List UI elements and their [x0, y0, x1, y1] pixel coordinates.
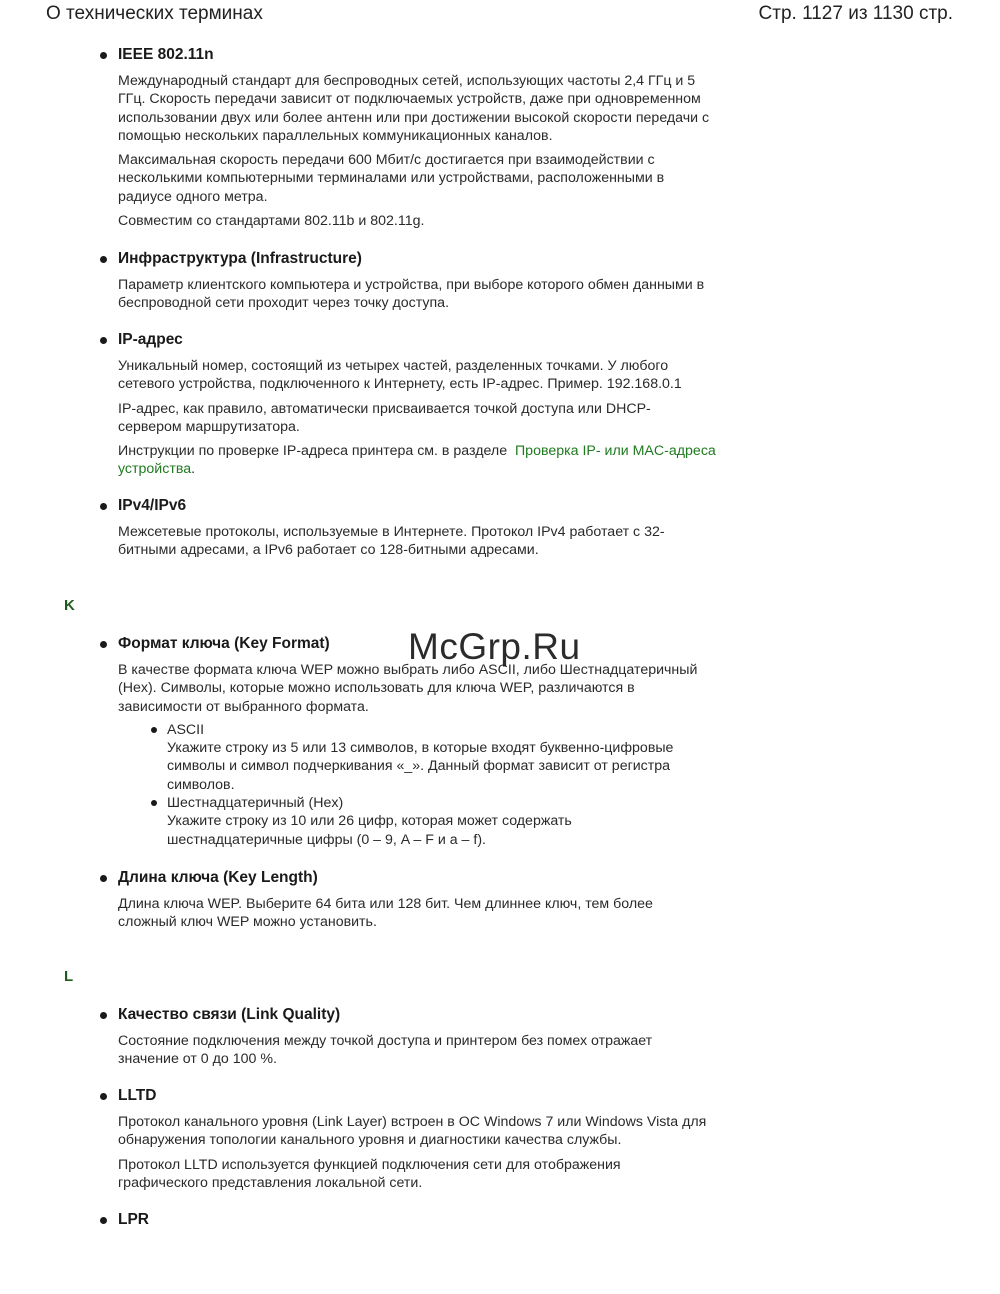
page-header: [0, 0, 1000, 30]
text-line: зависимости от выбранного формата.: [118, 698, 369, 715]
text-line: битными адресами, а IPv6 работает со 128-битными адресами.: [118, 542, 539, 559]
watermark-logo: McGrp.Ru: [408, 626, 581, 667]
text-line: Параметр клиентского компьютера и устройства, при выборе которого обмен данными в: [118, 277, 705, 293]
text-line: Укажите строку из 10 или 26 цифр, которая может содержать: [167, 813, 572, 830]
text-line: символы и символ подчеркивания «_». Данный формат зависит от регистра: [167, 758, 671, 775]
term-paragraph: [100, 357, 750, 394]
term-title: Формат ключа (Key Format): [100, 635, 750, 653]
term-paragraph: [100, 895, 750, 932]
text-line: сложный ключ WEP можно установить.: [118, 914, 377, 931]
text-line: обнаружения топологии канального уровня и диагностики качества службы.: [118, 1132, 622, 1149]
text-line: символов.: [167, 776, 235, 793]
term-title: Качество связи (Link Quality): [100, 1006, 750, 1024]
text-punctuation: .: [191, 461, 196, 478]
term-ipv4-ipv6: [100, 497, 750, 560]
link-text: устройства: [118, 461, 192, 478]
term-title: Длина ключа (Key Length): [100, 869, 750, 887]
term-paragraph: [100, 661, 750, 716]
text-line: Длина ключа WEP. Выберите 64 бита или 128 бит. Чем длиннее ключ, тем более: [118, 896, 653, 912]
text-line: В качестве формата ключа WEP можно выбрать либо ASCII, либо Шестнадцатеричный: [118, 662, 698, 678]
term-key-length: [100, 869, 750, 932]
term-link-quality: [100, 1006, 750, 1069]
text-line: Инструкции по проверке IP-адреса принтера см. в разделе: [118, 443, 508, 460]
section-letter-l: L: [64, 968, 74, 985]
text-line: Укажите строку из 5 или 13 символов, в которые входят буквенно-цифровые: [167, 740, 674, 757]
text-line: Состояние подключения между точкой доступа и принтером без помех отражает: [118, 1033, 653, 1049]
text-line: графического представления локальной сети.: [118, 1174, 423, 1191]
text-line: Максимальная скорость передачи 600 Мбит/с достигается при взаимодействии с: [118, 152, 655, 169]
term-title: IP-адрес: [100, 331, 750, 349]
term-title: IEEE 802.11n: [100, 46, 750, 64]
term-paragraph: [100, 151, 750, 206]
bullet-icon: [151, 727, 157, 733]
sub-item-title: Шестнадцатеричный (Hex): [167, 795, 344, 812]
term-lpr: [100, 1211, 750, 1229]
text-line: радиусе одного метра.: [118, 188, 268, 205]
term-ieee-80211n: [100, 46, 750, 230]
link-text: Проверка IP- или MAC-адреса: [514, 443, 716, 460]
text-line: шестнадцатеричные цифры (0 – 9, A – F и a – f).: [167, 831, 486, 848]
text-line: сетевого устройства, подключенного к Интернету, есть IP-адрес. Пример. 192.168.0.1: [118, 376, 682, 393]
text-line: Протокол канального уровня (Link Layer) встроен в ОС Windows 7 или Windows Vista для: [118, 1114, 707, 1130]
term-paragraph: [100, 400, 750, 437]
sub-item-hex: [100, 794, 750, 849]
text-line: (Hex). Символы, которые можно использовать для ключа WEP, различаются в: [118, 680, 635, 697]
sub-item-title: ASCII: [167, 721, 205, 738]
term-paragraph: [100, 276, 750, 313]
text-line: использовании двух или более антенн или при достижении высокой скорости передачи с: [118, 109, 710, 126]
text-line: сервером маршрутизатора.: [118, 418, 300, 435]
text-line: беспроводной сети проходит через точку доступа.: [118, 295, 450, 312]
term-paragraph: [100, 72, 750, 145]
term-lltd: [100, 1087, 750, 1192]
text-line: ГГц. Скорость передачи зависит от подключаемых устройств, даже при одновременном: [118, 91, 701, 108]
term-title: IPv4/IPv6: [100, 497, 750, 515]
page-counter: Стр. 1127 из 1130 стр.: [758, 3, 953, 24]
text-line: IP-адрес, как правило, автоматически присваивается точкой доступа или DHCP-: [118, 400, 651, 417]
term-paragraph: Совместим со стандартами 802.11b и 802.11g.: [118, 213, 425, 230]
term-paragraph: [100, 1113, 750, 1150]
text-line: помощью нескольких параллельных коммуникационных каналов.: [118, 127, 553, 144]
text-line: Межсетевые протоколы, используемые в Интернете. Протокол IPv4 работает с 32-: [118, 524, 665, 540]
text-line: Уникальный номер, состоящий из четырех частей, разделенных точками. У любого: [118, 358, 669, 374]
term-infrastructure: [100, 250, 750, 313]
term-title: LPR: [100, 1211, 750, 1229]
text-line: Международный стандарт для беспроводных сетей, использующих частоты 2,4 ГГц и 5: [118, 73, 696, 89]
bullet-icon: [151, 800, 157, 806]
section-letter-k: K: [64, 597, 75, 614]
term-paragraph: [100, 523, 750, 560]
text-line: значение от 0 до 100 %.: [118, 1051, 277, 1068]
text-line: несколькими компьютерными терминалами или устройствами, расположенными в: [118, 170, 665, 187]
term-ip-address: [100, 331, 750, 479]
document-title: О технических терминах: [46, 3, 263, 24]
term-title: LLTD: [100, 1087, 750, 1105]
term-paragraph: [100, 442, 750, 479]
sub-item-ascii: [100, 721, 750, 794]
term-paragraph: [100, 1156, 750, 1193]
term-paragraph: [100, 1032, 750, 1069]
term-title: Инфраструктура (Infrastructure): [100, 250, 750, 268]
text-line: Протокол LLTD используется функцией подключения сети для отображения: [118, 1156, 621, 1173]
